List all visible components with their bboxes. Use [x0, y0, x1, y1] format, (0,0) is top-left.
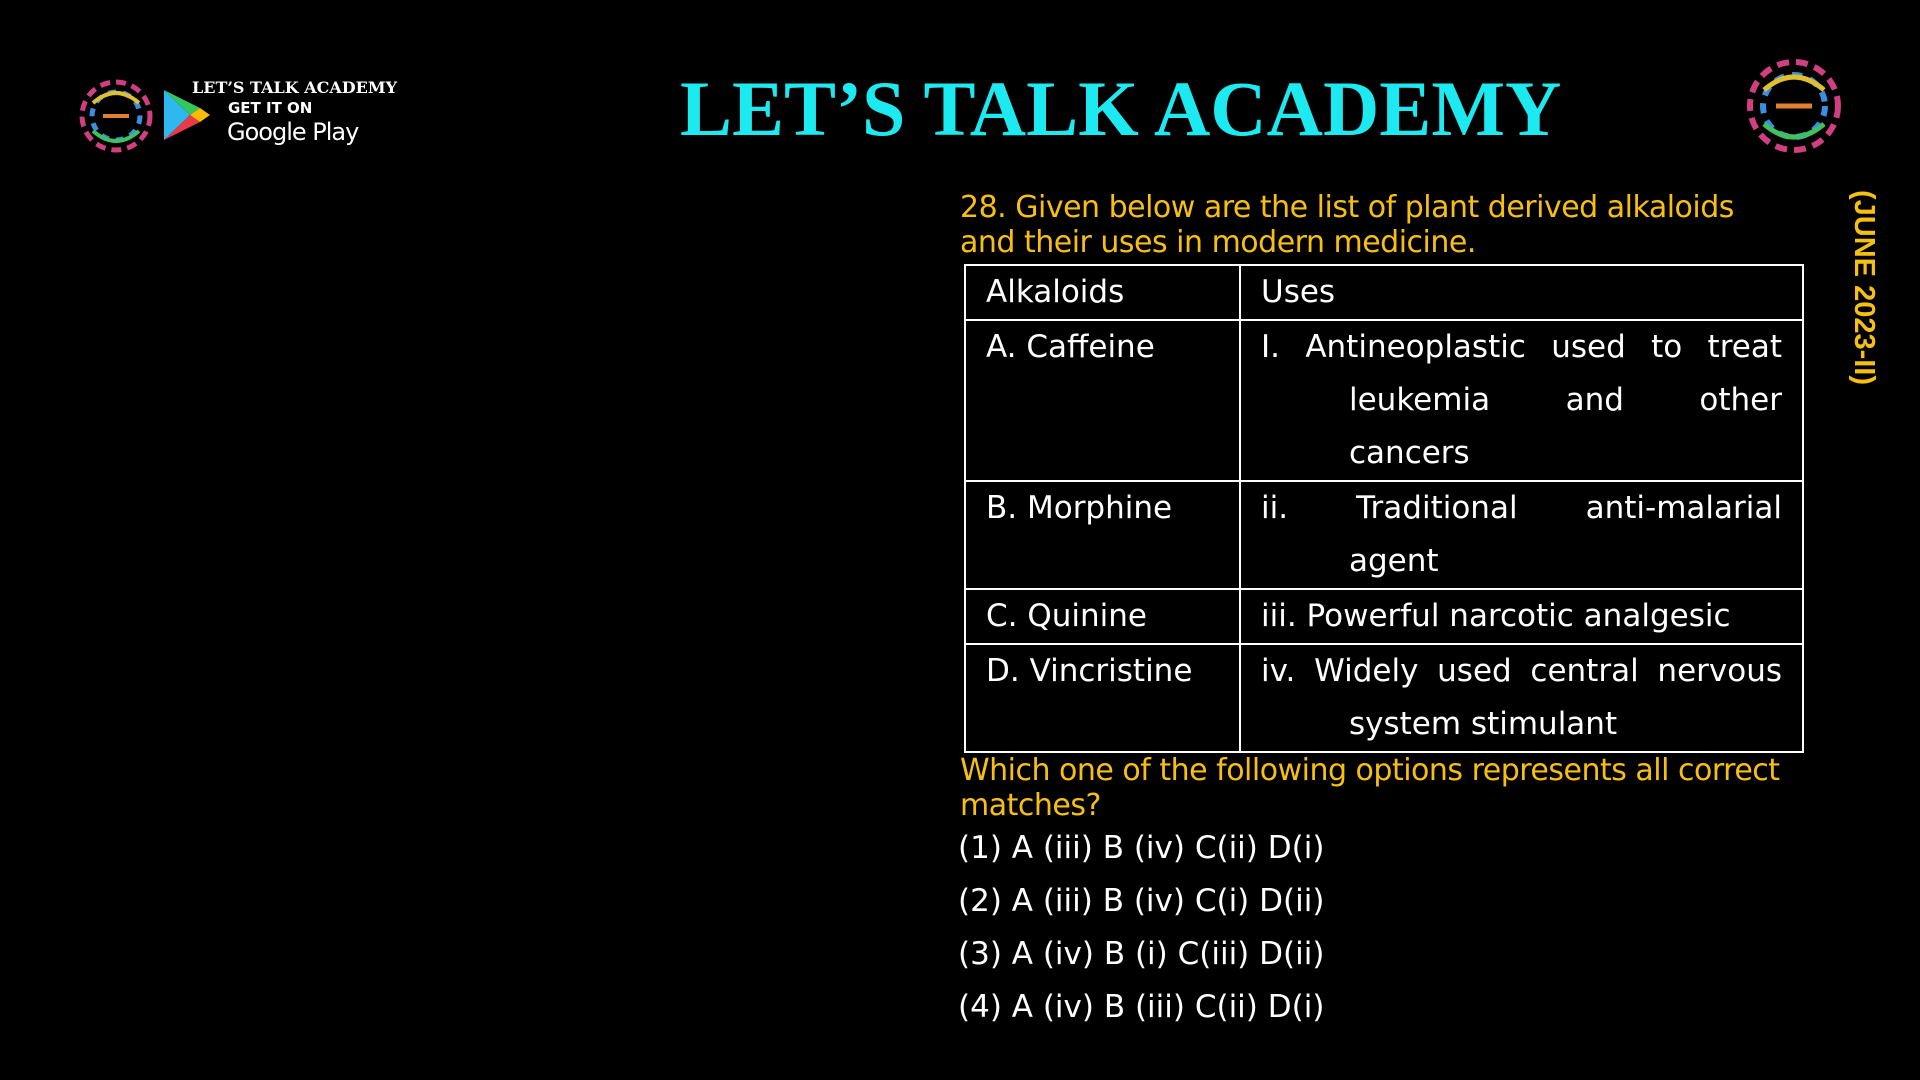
option-1[interactable]: (1) A (iii) B (iv) C(ii) D(i): [958, 830, 1325, 866]
academy-logo-icon: [1738, 50, 1850, 162]
option-3[interactable]: (3) A (iv) B (i) C(iii) D(ii): [958, 936, 1325, 972]
use-cell: [1240, 320, 1803, 481]
option-4[interactable]: (4) A (iv) B (iii) C(ii) D(i): [958, 989, 1325, 1025]
badge-get-it-on: GET IT ON: [228, 99, 313, 117]
use-first-line: iv. Widely used central nervous: [1261, 653, 1782, 689]
use-first-line: ii. Traditional anti-malarial: [1261, 490, 1782, 526]
alkaloid-cell: C. Quinine: [965, 589, 1240, 644]
question-prompt: Which one of the following options represents all correct matches?: [960, 753, 1780, 823]
question-text: 28. Given below are the list of plant derived alkaloids and their uses in modern medicine.: [960, 190, 1734, 260]
use-line: agent: [1349, 543, 1439, 579]
badge-academy-name: LET’S TALK ACADEMY: [192, 78, 397, 97]
use-first-line: I. Antineoplastic used to treat: [1261, 329, 1782, 365]
academy-logo-icon: [73, 73, 159, 159]
page-title: LET’S TALK ACADEMY: [680, 65, 1562, 152]
alkaloid-cell: D. Vincristine: [965, 644, 1240, 752]
alkaloid-cell: B. Morphine: [965, 481, 1240, 589]
answer-options: [958, 822, 1658, 1034]
use-first-line: iii. Powerful narcotic analgesic: [1261, 598, 1731, 634]
match-table: [964, 264, 1804, 753]
badge-store-name: Google Play: [227, 118, 359, 146]
use-line: cancers: [1349, 435, 1470, 471]
table-row: [965, 320, 1803, 481]
alkaloid-cell: A. Caffeine: [965, 320, 1240, 481]
table-header-alkaloids: Alkaloids: [965, 265, 1240, 320]
use-cell: [1240, 481, 1803, 589]
google-play-icon: [160, 86, 212, 144]
use-line: system stimulant: [1349, 706, 1618, 742]
table-row: [965, 589, 1803, 644]
table-row: [965, 481, 1803, 589]
use-cell: [1240, 589, 1803, 644]
table-header-row: [965, 265, 1803, 320]
google-play-badge[interactable]: [158, 76, 408, 156]
use-line: leukemia and other: [1349, 382, 1782, 418]
table-row: [965, 644, 1803, 752]
exam-session-label: (JUNE 2023-II): [1848, 190, 1880, 386]
use-cell: [1240, 644, 1803, 752]
option-2[interactable]: (2) A (iii) B (iv) C(i) D(ii): [958, 883, 1325, 919]
table-header-uses: Uses: [1240, 265, 1803, 320]
